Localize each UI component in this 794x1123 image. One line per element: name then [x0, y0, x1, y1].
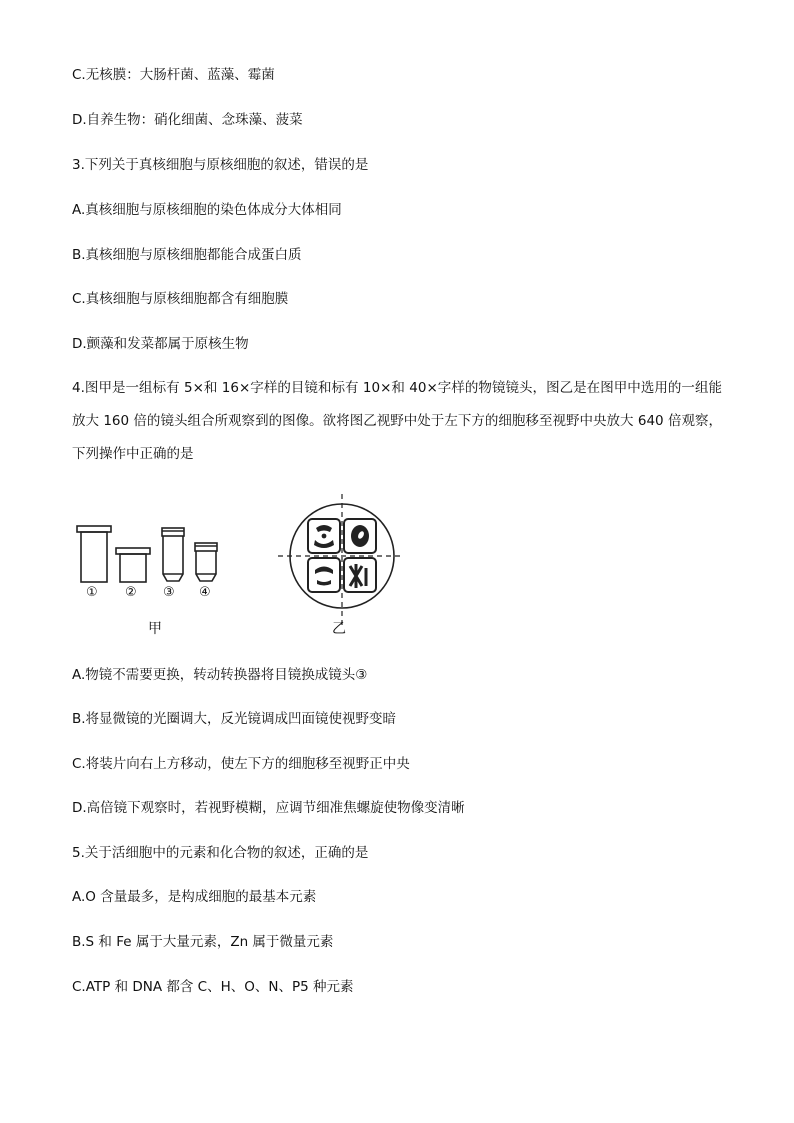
lens-1-eyepiece — [77, 526, 111, 582]
question-4-option-b: B.将显微镜的光圈调大，反光镜调成凹面镜使视野变暗 — [72, 711, 397, 727]
question-5-option-c: C.ATP 和 DNA 都含 C、H、O、N、P5 种元素 — [72, 979, 354, 995]
field-of-view — [278, 494, 404, 628]
question-3-stem: 3.下列关于真核细胞与原核细胞的叙述，错误的是 — [72, 157, 369, 173]
question-3-option-d: D.颤藻和发菜都属于原核生物 — [72, 336, 249, 352]
question-5-stem: 5.关于活细胞中的元素和化合物的叙述，正确的是 — [72, 845, 369, 861]
lens-4-number: ④ — [199, 585, 211, 600]
figure-label-jia: 甲 — [148, 621, 162, 637]
question-3-option-a: A.真核细胞与原核细胞的染色体成分大体相同 — [72, 202, 342, 218]
option-d-prev: D.自养生物：硝化细菌、念珠藻、菠菜 — [72, 112, 303, 128]
microscope-figure — [70, 488, 410, 640]
question-5-option-a: A.O 含量最多，是构成细胞的最基本元素 — [72, 889, 317, 905]
option-c-prev: C.无核膜：大肠杆菌、蓝藻、霉菌 — [72, 67, 275, 83]
question-4-option-d: D.高倍镜下观察时，若视野模糊，应调节细准焦螺旋使物像变清晰 — [72, 800, 465, 816]
question-4-option-a: A.物镜不需要更换，转动转换器将目镜换成镜头③ — [72, 667, 368, 683]
figure-label-yi: 乙 — [332, 621, 346, 637]
lens-2-eyepiece — [116, 548, 150, 582]
question-3-option-c: C.真核细胞与原核细胞都含有细胞膜 — [72, 291, 289, 307]
lens-1-number: ① — [86, 585, 98, 600]
lens-3-number: ③ — [163, 585, 175, 600]
microscope-figure-drawing — [70, 488, 410, 640]
question-4-option-c: C.将装片向右上方移动，使左下方的细胞移至视野正中央 — [72, 756, 410, 772]
lens-2-number: ② — [125, 585, 137, 600]
lens-4-objective — [195, 543, 217, 581]
question-3-option-b: B.真核细胞与原核细胞都能合成蛋白质 — [72, 247, 302, 263]
question-4-stem: 4.图甲是一组标有 5×和 16×字样的目镜和标有 10×和 40×字样的物镜镜头，图乙是在图甲中选用的一组能放大 160 倍的镜头组合所观察到的图像。欲将图乙视野中处于左下方的细胞移至视野中央放大 640 倍观察，下列操作中正确的是 — [72, 380, 722, 462]
question-5-option-b: B.S 和 Fe 属于大量元素，Zn 属于微量元素 — [72, 934, 334, 950]
lens-3-objective — [162, 528, 184, 581]
